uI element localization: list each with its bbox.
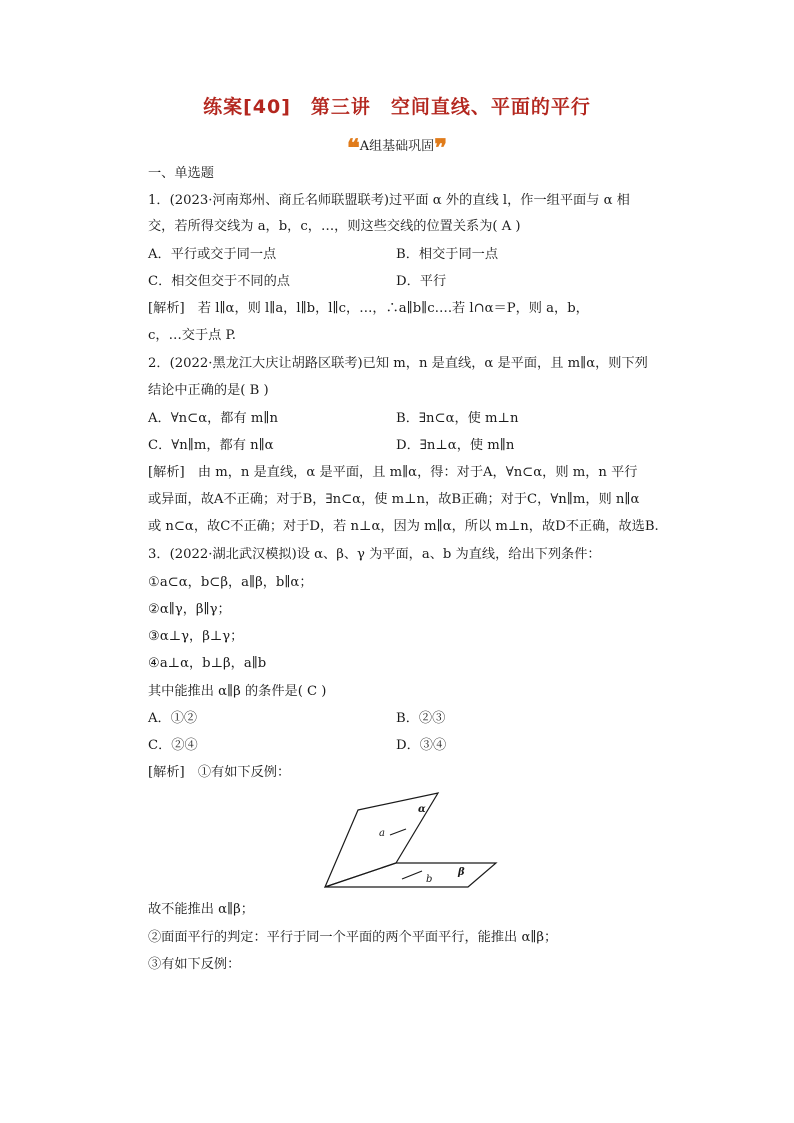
- q2-solution-line-3: 或 n⊂α，故C不正确；对于D，若 n⊥α，因为 m∥α，所以 m⊥n，故D不正确，故选B.: [148, 519, 659, 534]
- planes-figure: [318, 790, 503, 895]
- q1-option-c: C．相交但交于不同的点: [148, 274, 290, 289]
- q1-stem-line-1: 1．(2023·河南郑州、商丘名师联盟联考)过平面 α 外的直线 l，作一组平面与 α 相: [148, 193, 630, 208]
- q3-solution-line-1: [解析] ①有如下反例：: [148, 765, 291, 780]
- q3-solution-line-3: ②面面平行的判定：平行于同一个平面的两个平面平行，能推出 α∥β；: [148, 930, 558, 945]
- q3-option-d: D．③④: [396, 738, 447, 753]
- q3-option-b: B．②③: [396, 711, 446, 726]
- q1-option-a: A．平行或交于同一点: [148, 247, 277, 262]
- right-quote-icon: ❞: [434, 133, 448, 162]
- page-title: 练案[40] 第三讲 空间直线、平面的平行: [203, 96, 591, 118]
- q2-solution-line-1: [解析] 由 m，n 是直线，α 是平面，且 m∥α，得：对于A，∀n⊂α，则 m，n 平行: [148, 465, 638, 480]
- q3-stem-line-1: 3．(2022·湖北武汉模拟)设 α、β、γ 为平面，a、b 为直线，给出下列条件：: [148, 547, 601, 562]
- q2-option-b: B．∃n⊂α，使 m⊥n: [396, 411, 519, 426]
- q2-option-a: A．∀n⊂α，都有 m∥n: [148, 411, 278, 426]
- label-alpha: α: [418, 804, 426, 815]
- q3-solution-line-2: 故不能推出 α∥β；: [148, 902, 254, 917]
- q3-option-a: A．①②: [148, 711, 198, 726]
- left-quote-icon: ❝: [346, 133, 360, 162]
- q3-condition-1: ①a⊂α，b⊂β，a∥β，b∥α；: [148, 575, 313, 590]
- q3-option-c: C．②④: [148, 738, 198, 753]
- label-b: b: [426, 874, 433, 885]
- line-b: [402, 871, 422, 879]
- section-label: 一、单选题: [148, 166, 214, 181]
- q2-stem-line-2: 结论中正确的是( B ): [148, 383, 269, 398]
- line-a: [390, 829, 406, 835]
- q2-option-c: C．∀n∥m，都有 n∥α: [148, 438, 274, 453]
- plane-beta-shape: [325, 863, 496, 887]
- group-label: A组基础巩固: [359, 139, 435, 154]
- q2-solution-line-2: 或异面，故A不正确；对于B，∃n⊂α，使 m⊥n，故B正确；对于C，∀n∥m，则 n∥α: [148, 492, 640, 507]
- q2-option-d: D．∃n⊥α，使 m∥n: [396, 438, 515, 453]
- group-label-row: [0, 133, 794, 162]
- q3-condition-4: ④a⊥α，b⊥β，a∥b: [148, 656, 267, 671]
- q1-solution-line-1: [解析] 若 l∥α，则 l∥a，l∥b，l∥c，…，∴a∥b∥c….若 l∩α＝P，则 a，b，: [148, 301, 589, 316]
- q1-option-b: B．相交于同一点: [396, 247, 499, 262]
- q3-question: 其中能推出 α∥β 的条件是( C ): [148, 684, 327, 699]
- q3-solution-line-4: ③有如下反例：: [148, 957, 241, 972]
- q1-option-d: D．平行: [396, 274, 447, 289]
- q1-stem-line-2: 交，若所得交线为 a，b，c，…，则这些交线的位置关系为( A ): [148, 219, 521, 234]
- label-a: a: [379, 828, 385, 839]
- q3-condition-2: ②α∥γ，β∥γ；: [148, 602, 231, 617]
- label-beta: β: [458, 867, 465, 878]
- q3-condition-3: ③α⊥γ，β⊥γ；: [148, 629, 244, 644]
- q2-stem-line-1: 2．(2022·黑龙江大庆让胡路区联考)已知 m，n 是直线，α 是平面，且 m∥α，则下列: [148, 356, 648, 371]
- q1-solution-line-2: c，…交于点 P.: [148, 328, 236, 343]
